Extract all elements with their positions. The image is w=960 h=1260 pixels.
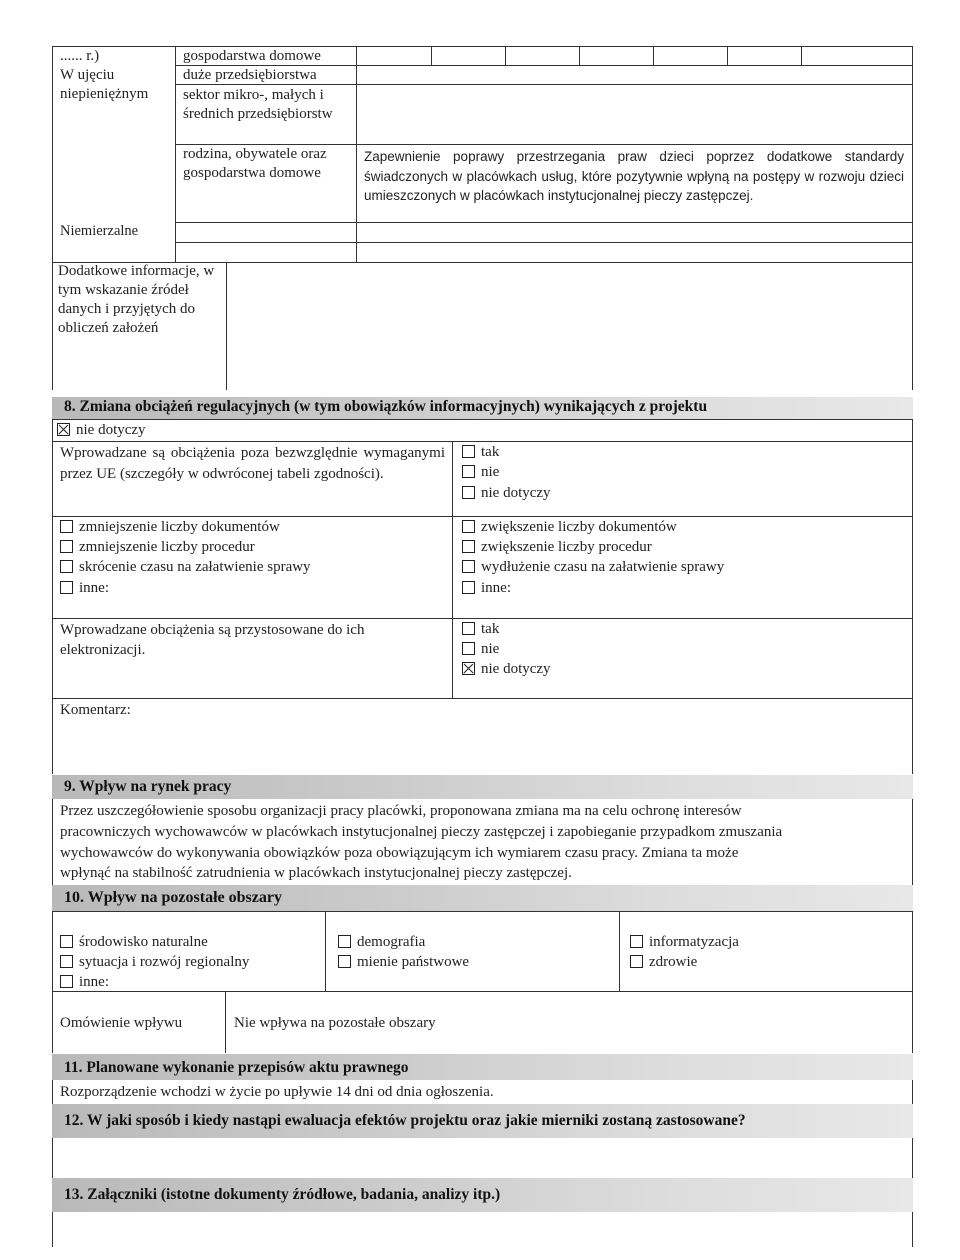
checkbox-icon[interactable] <box>338 935 351 948</box>
checkbox-icon[interactable] <box>462 445 475 458</box>
unmeasurable-label: Niemierzalne <box>60 223 139 239</box>
implementation-text: Rozporządzenie wchodzi w życie po upływie 14 dni od dnia ogłoszenia. <box>60 1084 494 1100</box>
labor-market-line-2: pracowniczych wychowawców w placówkach instytucjonalnej pieczy zastępczej i zapobieganie przypadkom zmuszania <box>60 824 783 840</box>
checkbox-icon[interactable] <box>60 975 73 988</box>
checkbox-icon[interactable] <box>462 560 475 573</box>
row-family-citizens: rodzina, obywatele oraz gospodarstwa domowe <box>183 146 327 181</box>
reduce-other-option[interactable]: inne: <box>60 579 109 598</box>
extra-burden-question: Wprowadzane są obciążenia poza bezwzględnie wymaganymi przez UE (szczegóły w odwróconej tabeli zgodności). <box>60 445 445 482</box>
q1-option-na[interactable]: nie dotyczy <box>462 484 551 503</box>
family-impact-description: Zapewnienie poprawy przestrzegania praw dzieci poprzez dodatkowe standardy świadczonych w placówkach usług, które pozytywnie wpłyną na postępy w rozwoju dzieci umieszczonych w placówkach instytucjonalnej pieczy zastępczej. <box>364 149 904 203</box>
checkbox-checked-icon[interactable] <box>57 423 70 436</box>
checkbox-icon[interactable] <box>630 955 643 968</box>
checkbox-checked-icon[interactable] <box>462 662 475 675</box>
area-state-property-option[interactable]: mienie państwowe <box>338 953 469 972</box>
checkbox-icon[interactable] <box>630 935 643 948</box>
extend-time-option[interactable]: wydłużenie czasu na załatwienie sprawy <box>462 558 724 577</box>
area-environment-option[interactable]: środowisko naturalne <box>60 933 208 952</box>
area-other-option[interactable]: inne: <box>60 973 109 992</box>
checkbox-icon[interactable] <box>462 622 475 635</box>
section-10-header: 10. Wpływ na pozostałe obszary <box>52 885 913 911</box>
area-demography-option[interactable]: demografia <box>338 933 425 952</box>
reduce-documents-option[interactable]: zmniejszenie liczby dokumentów <box>60 518 280 537</box>
q1-option-yes[interactable]: tak <box>462 443 499 462</box>
not-applicable-option[interactable]: nie dotyczy <box>57 421 146 440</box>
checkbox-icon[interactable] <box>60 560 73 573</box>
impact-discussion-label: Omówienie wpływu <box>60 1015 183 1031</box>
comment-label: Komentarz: <box>60 702 131 718</box>
checkbox-icon[interactable] <box>60 935 73 948</box>
section-13-header: 13. Załączniki (istotne dokumenty źródłowe, badania, analizy itp.) <box>52 1178 913 1212</box>
checkbox-icon[interactable] <box>60 581 73 594</box>
increase-other-option[interactable]: inne: <box>462 579 511 598</box>
checkbox-icon[interactable] <box>462 540 475 553</box>
checkbox-icon[interactable] <box>462 520 475 533</box>
row-sme-sector: sektor mikro-, małych i średnich przedsiębiorstw <box>183 87 333 122</box>
section-8-header: 8. Zmiana obciążeń regulacyjnych (w tym obowiązków informacyjnych) wynikających z projektu <box>52 397 913 419</box>
row-large-enterprises: duże przedsiębiorstwa <box>183 67 317 83</box>
section-11-header: 11. Planowane wykonanie przepisów aktu prawnego <box>52 1054 913 1080</box>
non-monetary-label: W ujęciu niepieniężnym <box>60 67 149 102</box>
area-health-option[interactable]: zdrowie <box>630 953 697 972</box>
checkbox-icon[interactable] <box>462 642 475 655</box>
row-households: gospodarstwa domowe <box>183 48 321 64</box>
checkbox-icon[interactable] <box>462 465 475 478</box>
checkbox-icon[interactable] <box>462 581 475 594</box>
checkbox-icon[interactable] <box>60 520 73 533</box>
section-12-header: 12. W jaki sposób i kiedy nastąpi ewaluacja efektów projektu oraz jakie mierniki zostaną zastosowane? <box>52 1104 913 1138</box>
increase-procedures-option[interactable]: zwiększenie liczby procedur <box>462 538 652 557</box>
area-informatization-option[interactable]: informatyzacja <box>630 933 739 952</box>
q2-option-na[interactable]: nie dotyczy <box>462 660 551 679</box>
electronization-question: Wprowadzane obciążenia są przystosowane do ich elektronizacji. <box>60 622 365 658</box>
q1-option-no[interactable]: nie <box>462 463 499 482</box>
checkbox-icon[interactable] <box>462 486 475 499</box>
impact-discussion-value: Nie wpływa na pozostałe obszary <box>234 1015 436 1031</box>
q2-option-yes[interactable]: tak <box>462 620 499 639</box>
q2-option-no[interactable]: nie <box>462 640 499 659</box>
checkbox-icon[interactable] <box>60 540 73 553</box>
labor-market-line-3: wychowawców do wykonywania obowiązków poza obowiązującym ich wymiarem czasu pracy. Zmiana ta może <box>60 845 739 861</box>
checkbox-icon[interactable] <box>338 955 351 968</box>
checkbox-icon[interactable] <box>60 955 73 968</box>
section-9-header: 9. Wpływ na rynek pracy <box>52 775 913 799</box>
labor-market-line-1: Przez uszczegółowienie sposobu organizacji pracy placówki, proponowana zmiana ma na celu ochronę interesów <box>60 803 742 819</box>
increase-documents-option[interactable]: zwiększenie liczby dokumentów <box>462 518 677 537</box>
shorten-time-option[interactable]: skrócenie czasu na załatwienie sprawy <box>60 558 311 577</box>
period-label: ...... r.) <box>60 48 100 64</box>
area-regional-option[interactable]: sytuacja i rozwój regionalny <box>60 953 249 972</box>
reduce-procedures-option[interactable]: zmniejszenie liczby procedur <box>60 538 255 557</box>
labor-market-line-4: wpłynąć na stabilność zatrudnienia w placówkach instytucjonalnej pieczy zastępczej. <box>60 865 572 881</box>
additional-info-label: Dodatkowe informacje, w tym wskazanie źródeł danych i przyjętych do obliczeń założeń <box>58 263 215 336</box>
